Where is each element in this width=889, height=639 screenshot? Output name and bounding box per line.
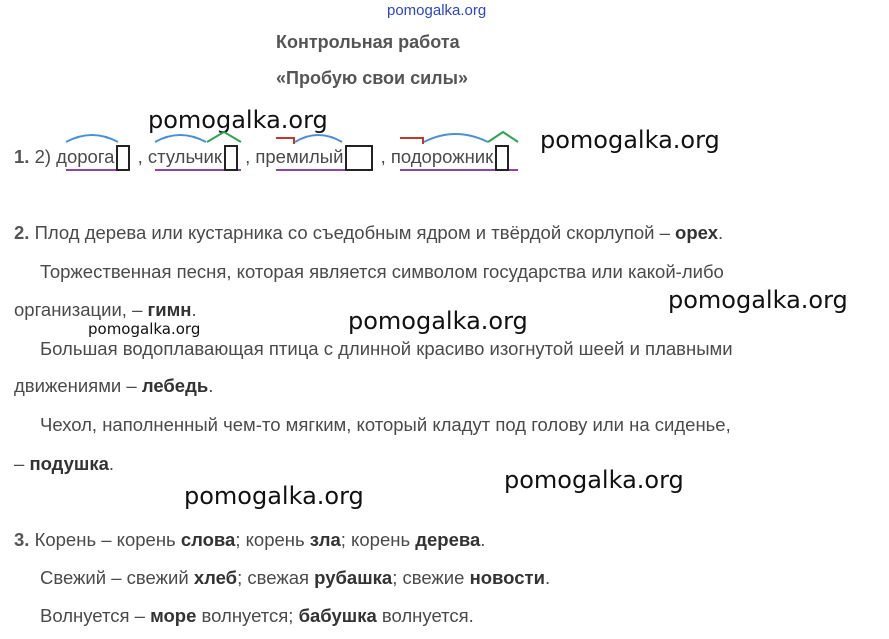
task-number: 3. (14, 529, 30, 550)
answer-word: подушка (29, 453, 109, 474)
answer-word: бабушка (298, 605, 377, 626)
answer-word: хлеб (193, 567, 238, 588)
text: Волнуется – (40, 605, 151, 626)
answer-word: дерева (415, 529, 481, 550)
text: волнуется. (376, 605, 474, 626)
suffix-mark (207, 132, 241, 142)
answer-word: слова (180, 529, 236, 550)
definition-text: движениями – (14, 375, 137, 396)
word: премилый (255, 146, 344, 167)
task-number: 2. (14, 222, 30, 243)
answer-word: лебедь (141, 375, 209, 396)
task2-line-5 (14, 375, 213, 397)
task3-line-2 (40, 567, 550, 589)
separator: , (380, 146, 386, 167)
text: Корень – корень (34, 529, 181, 550)
answer-word: море (150, 605, 197, 626)
answer-word: орех (675, 222, 718, 243)
ending-box (495, 145, 509, 171)
root-arc (66, 135, 118, 142)
separator: , (245, 146, 251, 167)
prefix-mark (400, 138, 423, 144)
item-number: 2) (34, 146, 52, 167)
task2-line-7 (14, 453, 114, 475)
watermark: pomogalka.org (148, 106, 328, 134)
answer-word: рубашка (314, 567, 393, 588)
word: подорожник (390, 146, 494, 167)
watermark: pomogalka.org (504, 466, 684, 494)
text: ; корень (235, 529, 310, 550)
definition-text: организации, – (14, 299, 143, 320)
watermark: pomogalka.org (348, 307, 528, 335)
root-arc (155, 135, 206, 142)
punct: . (108, 453, 115, 474)
root-arc (424, 134, 488, 142)
punct: . (544, 567, 551, 588)
watermark-top: pomogalka.org (387, 2, 487, 19)
dash: – (14, 453, 25, 474)
answer-word: зла (309, 529, 341, 550)
watermark: pomogalka.org (184, 482, 364, 510)
task2-line-1 (14, 222, 723, 244)
word: дорога (56, 146, 115, 167)
task-number: 1. (14, 146, 30, 167)
task3-line-3 (40, 605, 474, 627)
task2-line-3 (14, 299, 197, 321)
text: волнуется; (196, 605, 299, 626)
watermark: pomogalka.org (88, 320, 201, 338)
suffix-mark (488, 132, 518, 142)
page-title: Контрольная работа (276, 32, 460, 52)
ending-box (224, 145, 238, 171)
answer-word: новости (469, 567, 545, 588)
answer-word: гимн (147, 299, 192, 320)
text: ; корень (340, 529, 416, 550)
task2-line-4: Большая водоплавающая птица с длинной красиво изогнутой шеей и плавными (40, 338, 733, 359)
definition-text: Плод дерева или кустарника со съедобным ядром и твёрдой скорлупой – (34, 222, 670, 243)
punct: . (480, 529, 486, 550)
page-subtitle: «Пробую свои силы» (276, 68, 468, 88)
text: ; свежие (392, 567, 470, 588)
punct: . (717, 222, 724, 243)
task1-line (14, 145, 511, 171)
punct: . (208, 375, 214, 396)
ending-box (116, 145, 130, 171)
text: ; свежая (237, 567, 315, 588)
watermark: pomogalka.org (540, 126, 720, 154)
root-arc (295, 135, 342, 142)
task2-line-6: Чехол, наполненный чем-то мягким, который кладут под голову или на сиденье, (40, 414, 731, 435)
word: стульчик (147, 146, 222, 167)
text: Свежий – свежий (40, 567, 194, 588)
ending-box (345, 145, 373, 171)
separator: , (137, 146, 143, 167)
watermark: pomogalka.org (668, 286, 848, 314)
punct: . (191, 299, 197, 320)
task3-line-1 (14, 529, 485, 551)
task2-line-2: Торжественная песня, которая является символом государства или какой-либо (40, 261, 724, 282)
prefix-mark (276, 138, 294, 144)
